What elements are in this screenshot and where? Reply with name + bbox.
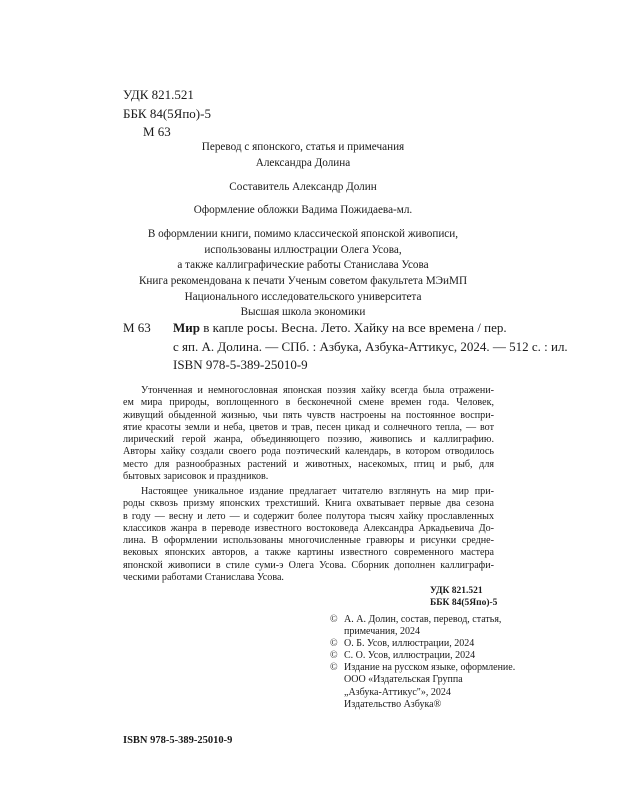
copyright-line: Издательство Азбука® bbox=[344, 698, 442, 710]
classification-codes bbox=[123, 86, 211, 142]
translation-credit bbox=[123, 140, 483, 171]
copyright-line: О. Б. Усов, иллюстрации, 2024 bbox=[344, 638, 475, 650]
copyright-item bbox=[330, 650, 500, 662]
copyright-line: Издание на русском языке, оформление. bbox=[344, 662, 516, 674]
credit-line: а также каллиграфические работы Станислава Усова bbox=[177, 259, 429, 271]
cover-credit bbox=[123, 203, 483, 219]
bib-line-3: ISBN 978-5-389-25010-9 bbox=[173, 357, 308, 372]
credit-line: Национального исследовательского университета bbox=[184, 290, 422, 303]
copyright-item bbox=[330, 614, 500, 638]
annotation-line: в году — весну и лето — и содержит более полутора тысяч хайку прославленных bbox=[123, 510, 494, 522]
copyright-block bbox=[330, 614, 516, 711]
credit-line: Высшая школа экономики bbox=[240, 306, 366, 318]
annotation-line: Утонченная и немногословная японская поэзия хайку всегда была отражени- bbox=[141, 385, 494, 396]
annotation-paragraph-2 bbox=[123, 486, 494, 584]
credit-line: Составитель Александр Долин bbox=[229, 181, 377, 193]
annotation-line: роды сквозь призму японских трехстиший. Книга охватывает первые два сезона bbox=[123, 498, 494, 510]
recommendation-credit bbox=[123, 274, 483, 321]
credit-line: Перевод с японского, статья и примечания bbox=[201, 141, 405, 153]
udk-code-small: УДК 821.521 bbox=[430, 586, 483, 596]
annotation-line: место для разнообразных растений и животных, насекомых, птиц и рыб, для bbox=[123, 458, 494, 470]
copyright-symbol: © bbox=[330, 650, 338, 662]
copyright-line: А. А. Долин, состав, перевод, статья, bbox=[344, 614, 502, 625]
copyright-line: С. О. Усов, иллюстрации, 2024 bbox=[344, 650, 476, 662]
bbk-code-small: ББК 84(5Япо)-5 bbox=[430, 598, 498, 608]
copyright-line: примечания, 2024 bbox=[344, 626, 420, 638]
classification-codes-small bbox=[430, 585, 497, 609]
bib-line-1 bbox=[173, 319, 507, 338]
isbn: ISBN 978-5-389-25010-9 bbox=[123, 735, 233, 746]
credit-line: В оформлении книги, помимо классической японской живописи, bbox=[147, 228, 459, 240]
udk-code: УДК 821.521 bbox=[123, 87, 194, 102]
annotation-line: лина. В оформлении использованы многочисленные гравюры и рисунки средне- bbox=[123, 535, 494, 547]
annotation-line: вековых японских авторов, а также картины известного современного мастера bbox=[123, 547, 494, 559]
annotation-line: Авторы хайку создали своего рода поэтический календарь, в котором отводилось bbox=[123, 446, 494, 458]
annotation-line: ем мира природы, воплощенного в бесконечной смене времен года. Человек, bbox=[123, 397, 494, 409]
illustrations-credit bbox=[123, 227, 483, 274]
annotation-line: живущий обыденной жизнью, чьи пять чувств настроены на постоянное воспри- bbox=[123, 409, 494, 421]
copyright-symbol: © bbox=[330, 662, 338, 674]
bib-line-2: с яп. А. Долина. — СПб. : Азбука, Азбука-Аттикус, 2024. — 512 с. : ил. bbox=[173, 338, 568, 354]
bib-title-bold: Мир bbox=[173, 320, 200, 335]
credit-line: Книга рекомендована к печати Ученым советом факультета МЭиМП bbox=[138, 275, 468, 287]
annotation-line: классиков жанра в переводе известного востоковеда Александра Аркадьевича До- bbox=[123, 522, 494, 534]
bbk-code: ББК 84(5Япо)-5 bbox=[123, 105, 211, 121]
annotation-line: ятие красоты земли и неба, цветов и трав, песен цикад и солнечного тепла, — вот bbox=[123, 421, 494, 433]
annotation-line: ческими работами Станислава Усова. bbox=[123, 572, 284, 584]
copyright-item bbox=[330, 638, 500, 650]
copyright-line: ООО «Издательская Группа bbox=[344, 674, 463, 686]
credit-line: Оформление обложки Вадима Пожидаева-мл. bbox=[193, 204, 413, 216]
annotation-paragraph-1 bbox=[123, 385, 494, 483]
annotation-line: японской живописи в стиле суми-э Олега Усова. Сборник дополнен каллиграфи- bbox=[123, 559, 494, 571]
copyright-symbol: © bbox=[330, 638, 338, 650]
credit-line: Александра Долина bbox=[255, 156, 351, 169]
copyright-line: „Азбука-Аттикус"», 2024 bbox=[344, 686, 451, 698]
compiler-credit bbox=[123, 180, 483, 196]
annotation-line: Настоящее уникальное издание предлагает читателю взглянуть на мир при- bbox=[141, 486, 494, 497]
bib-author-mark: М 63 bbox=[123, 320, 151, 335]
copyright-item bbox=[330, 662, 516, 710]
annotation-line: бытовых зарисовок и праздников. bbox=[123, 471, 269, 483]
bib-title-rest: в капле росы. Весна. Лето. Хайку на все времена / пер. bbox=[200, 320, 507, 335]
credit-line: использованы иллюстрации Олега Усова, bbox=[204, 243, 402, 256]
author-mark: М 63 bbox=[143, 124, 171, 139]
copyright-symbol: © bbox=[330, 614, 338, 625]
annotation-line: лирический герой жанра, объединяющего поэзию, живопись и каллиграфию. bbox=[123, 434, 494, 446]
